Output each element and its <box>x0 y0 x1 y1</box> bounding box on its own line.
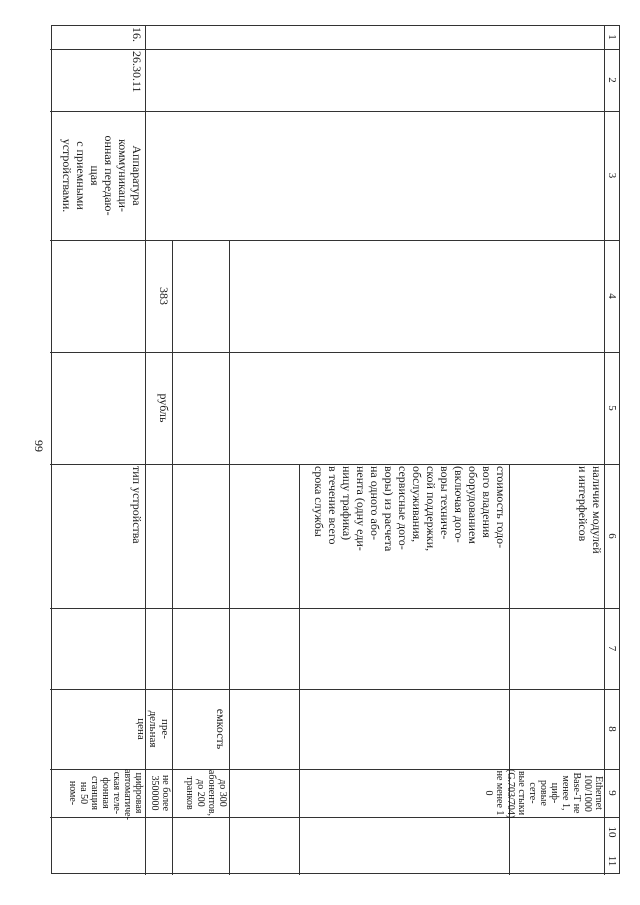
cell-price-code: 383 <box>157 287 171 305</box>
header-col-1: 1 <box>606 34 618 40</box>
header-col-4: 4 <box>606 293 618 299</box>
row-16-name: Аппаратура коммуникаци- онная передаю- щая с приемными устройствами. <box>60 135 144 216</box>
cell-price-unit: рубль <box>157 393 171 423</box>
header-col-11: 11 <box>606 855 618 867</box>
cell-capacity-label: емкость <box>214 708 228 750</box>
cell-modules-interfaces: наличие модулей и интерфейсов <box>576 466 604 554</box>
cell-ownership-cost: стоимость годо- вого владения оборудованием (включая дого- воры техниче- ской поддержки, обслуживания, сервисные дого- воры) из расчета на одного або- нента (одну еди- ницу трафика) в течение всего срока службы <box>312 466 508 552</box>
header-col-7: 7 <box>606 645 618 652</box>
column-divider <box>50 111 620 112</box>
header-col-10: 10 <box>606 826 618 838</box>
subrow-divider <box>229 240 230 875</box>
row-16-characteristic: тип устройства <box>130 466 144 544</box>
subrow-divider <box>172 240 173 875</box>
header-col-8: 8 <box>606 726 618 732</box>
column-divider <box>50 817 620 818</box>
header-col-9: 9 <box>606 790 618 796</box>
cell-price-value: не более 3500000 <box>149 774 171 812</box>
cell-capacity-value: до 300 абонентов, до 200 транков <box>184 769 228 817</box>
subrow-divider <box>299 464 300 875</box>
page-number: 99 <box>32 440 46 452</box>
row-16-value: цифровая автоматиче- ская теле- фонная станция на 50 номе- <box>67 769 144 820</box>
column-divider <box>50 240 620 241</box>
header-col-6: 6 <box>606 533 618 539</box>
header-col-2: 2 <box>606 77 618 83</box>
rotated-table <box>50 25 620 875</box>
column-divider <box>50 608 620 609</box>
cell-price-label: пре- дельная цена <box>135 710 171 748</box>
column-divider <box>50 49 620 50</box>
header-col-3: 3 <box>606 172 618 179</box>
row-16-number: 16. <box>130 27 144 42</box>
header-col-5: 5 <box>606 405 618 411</box>
column-divider <box>50 352 620 353</box>
row-16-code: 26.30.11 <box>130 51 144 93</box>
cell-ethernet-spec: Ethernet 100/1000 Base-T не менее 1, циф- ровые сете- вые стыки (G.703/704) не менее 1 0 <box>483 769 604 819</box>
page-number-wrap <box>24 440 46 470</box>
column-divider <box>50 464 620 465</box>
